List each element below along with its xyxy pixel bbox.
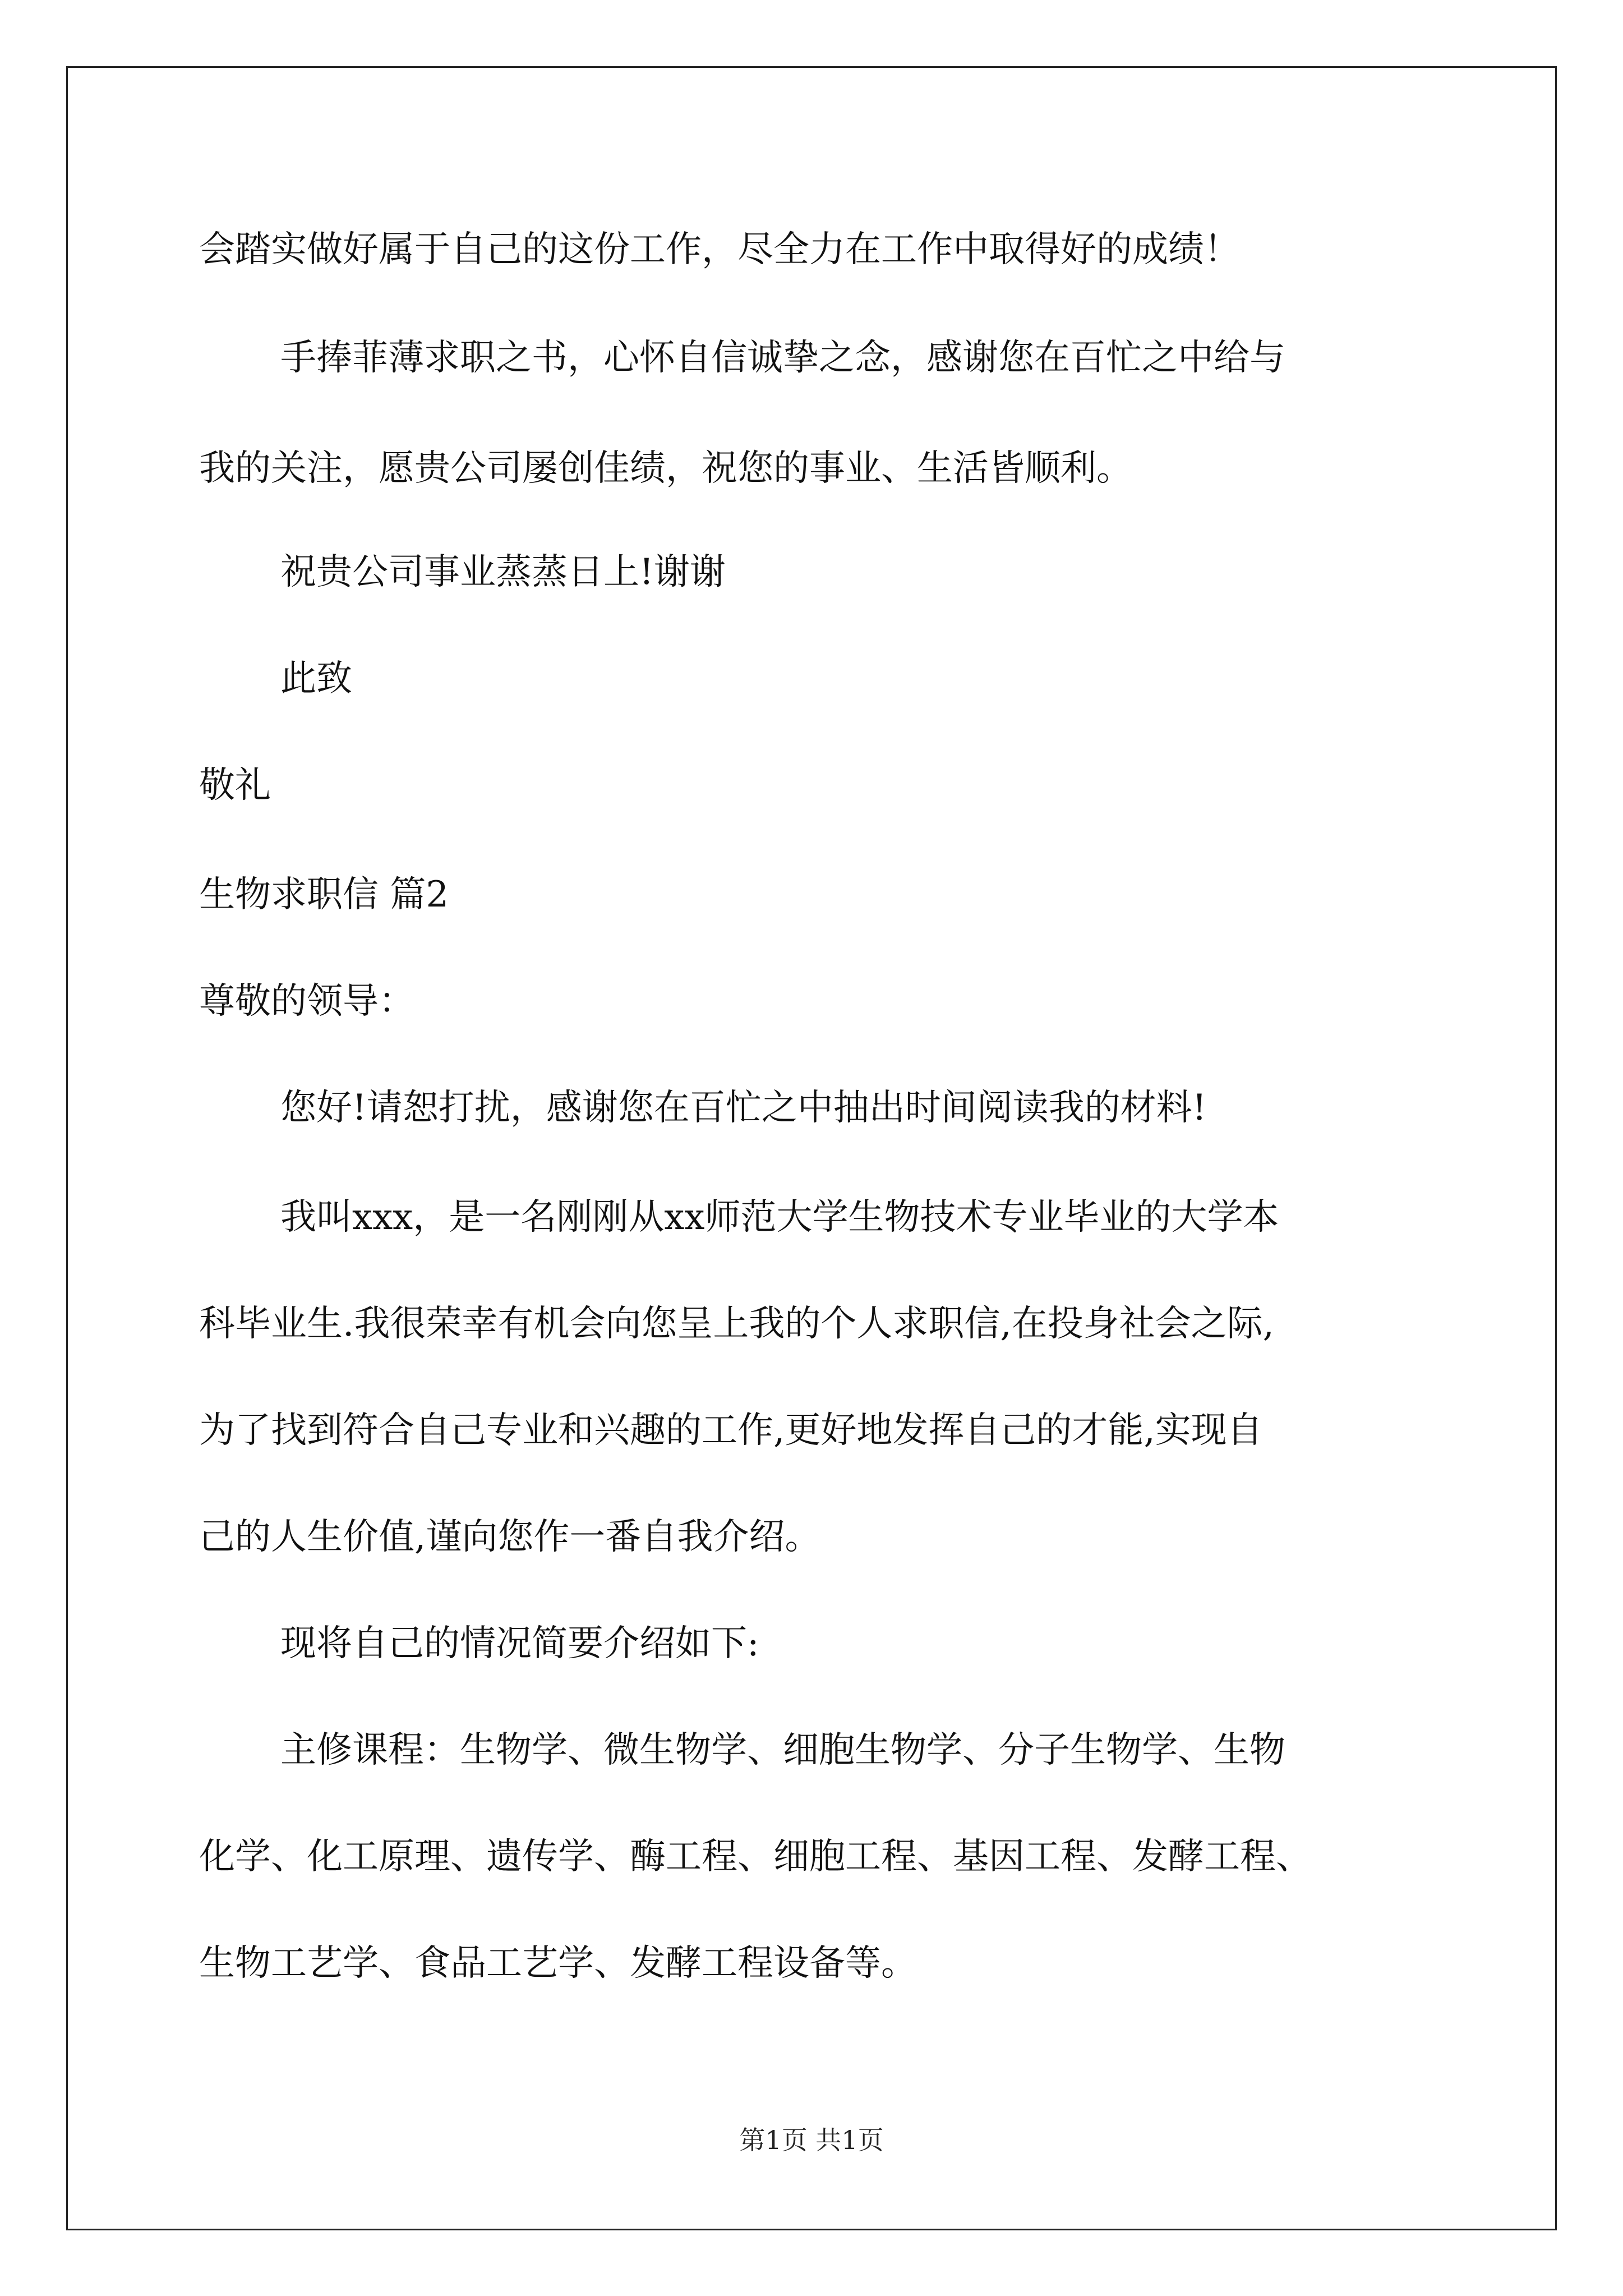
body-line-13: 己的人生价值,谨向您作一番自我介绍。: [199, 1516, 821, 1558]
body-line-12: 为了找到符合自己专业和兴趣的工作,更好地发挥自己的才能,实现自: [199, 1410, 1263, 1451]
body-line-9: 您好!请恕打扰，感谢您在百忙之中抽出时间阅读我的材料!: [280, 1087, 1207, 1129]
body-line-17: 生物工艺学、食品工艺学、发酵工程设备等。: [199, 1943, 917, 1984]
page-border: [66, 66, 1557, 2230]
section-heading: 生物求职信 篇2: [199, 874, 449, 915]
body-line-11: 科毕业生.我很荣幸有机会向您呈上我的个人求职信,在投身社会之际,: [199, 1303, 1275, 1345]
salutation: 尊敬的领导：: [199, 981, 414, 1022]
body-line-1: 会踏实做好属于自己的这份工作，尽全力在工作中取得好的成绩！: [199, 229, 1240, 270]
body-line-4: 祝贵公司事业蒸蒸日上!谢谢: [280, 551, 726, 593]
body-line-2: 手捧菲薄求职之书，心怀自信诚挚之念，感谢您在百忙之中给与: [280, 337, 1285, 379]
body-line-15: 主修课程：生物学、微生物学、细胞生物学、分子生物学、生物: [280, 1729, 1285, 1771]
body-line-6: 敬礼: [199, 765, 271, 806]
body-line-5: 此致: [280, 658, 352, 700]
body-line-3: 我的关注，愿贵公司屡创佳绩，祝您的事业、生活皆顺利。: [199, 448, 1132, 489]
body-line-14: 现将自己的情况简要介绍如下:: [280, 1623, 759, 1664]
page-footer: 第1页 共1页: [739, 2125, 884, 2155]
body-line-16: 化学、化工原理、遗传学、酶工程、细胞工程、基因工程、发酵工程、: [199, 1836, 1312, 1878]
body-line-10: 我叫xxx，是一名刚刚从xx师范大学生物技术专业毕业的大学本: [280, 1197, 1279, 1238]
